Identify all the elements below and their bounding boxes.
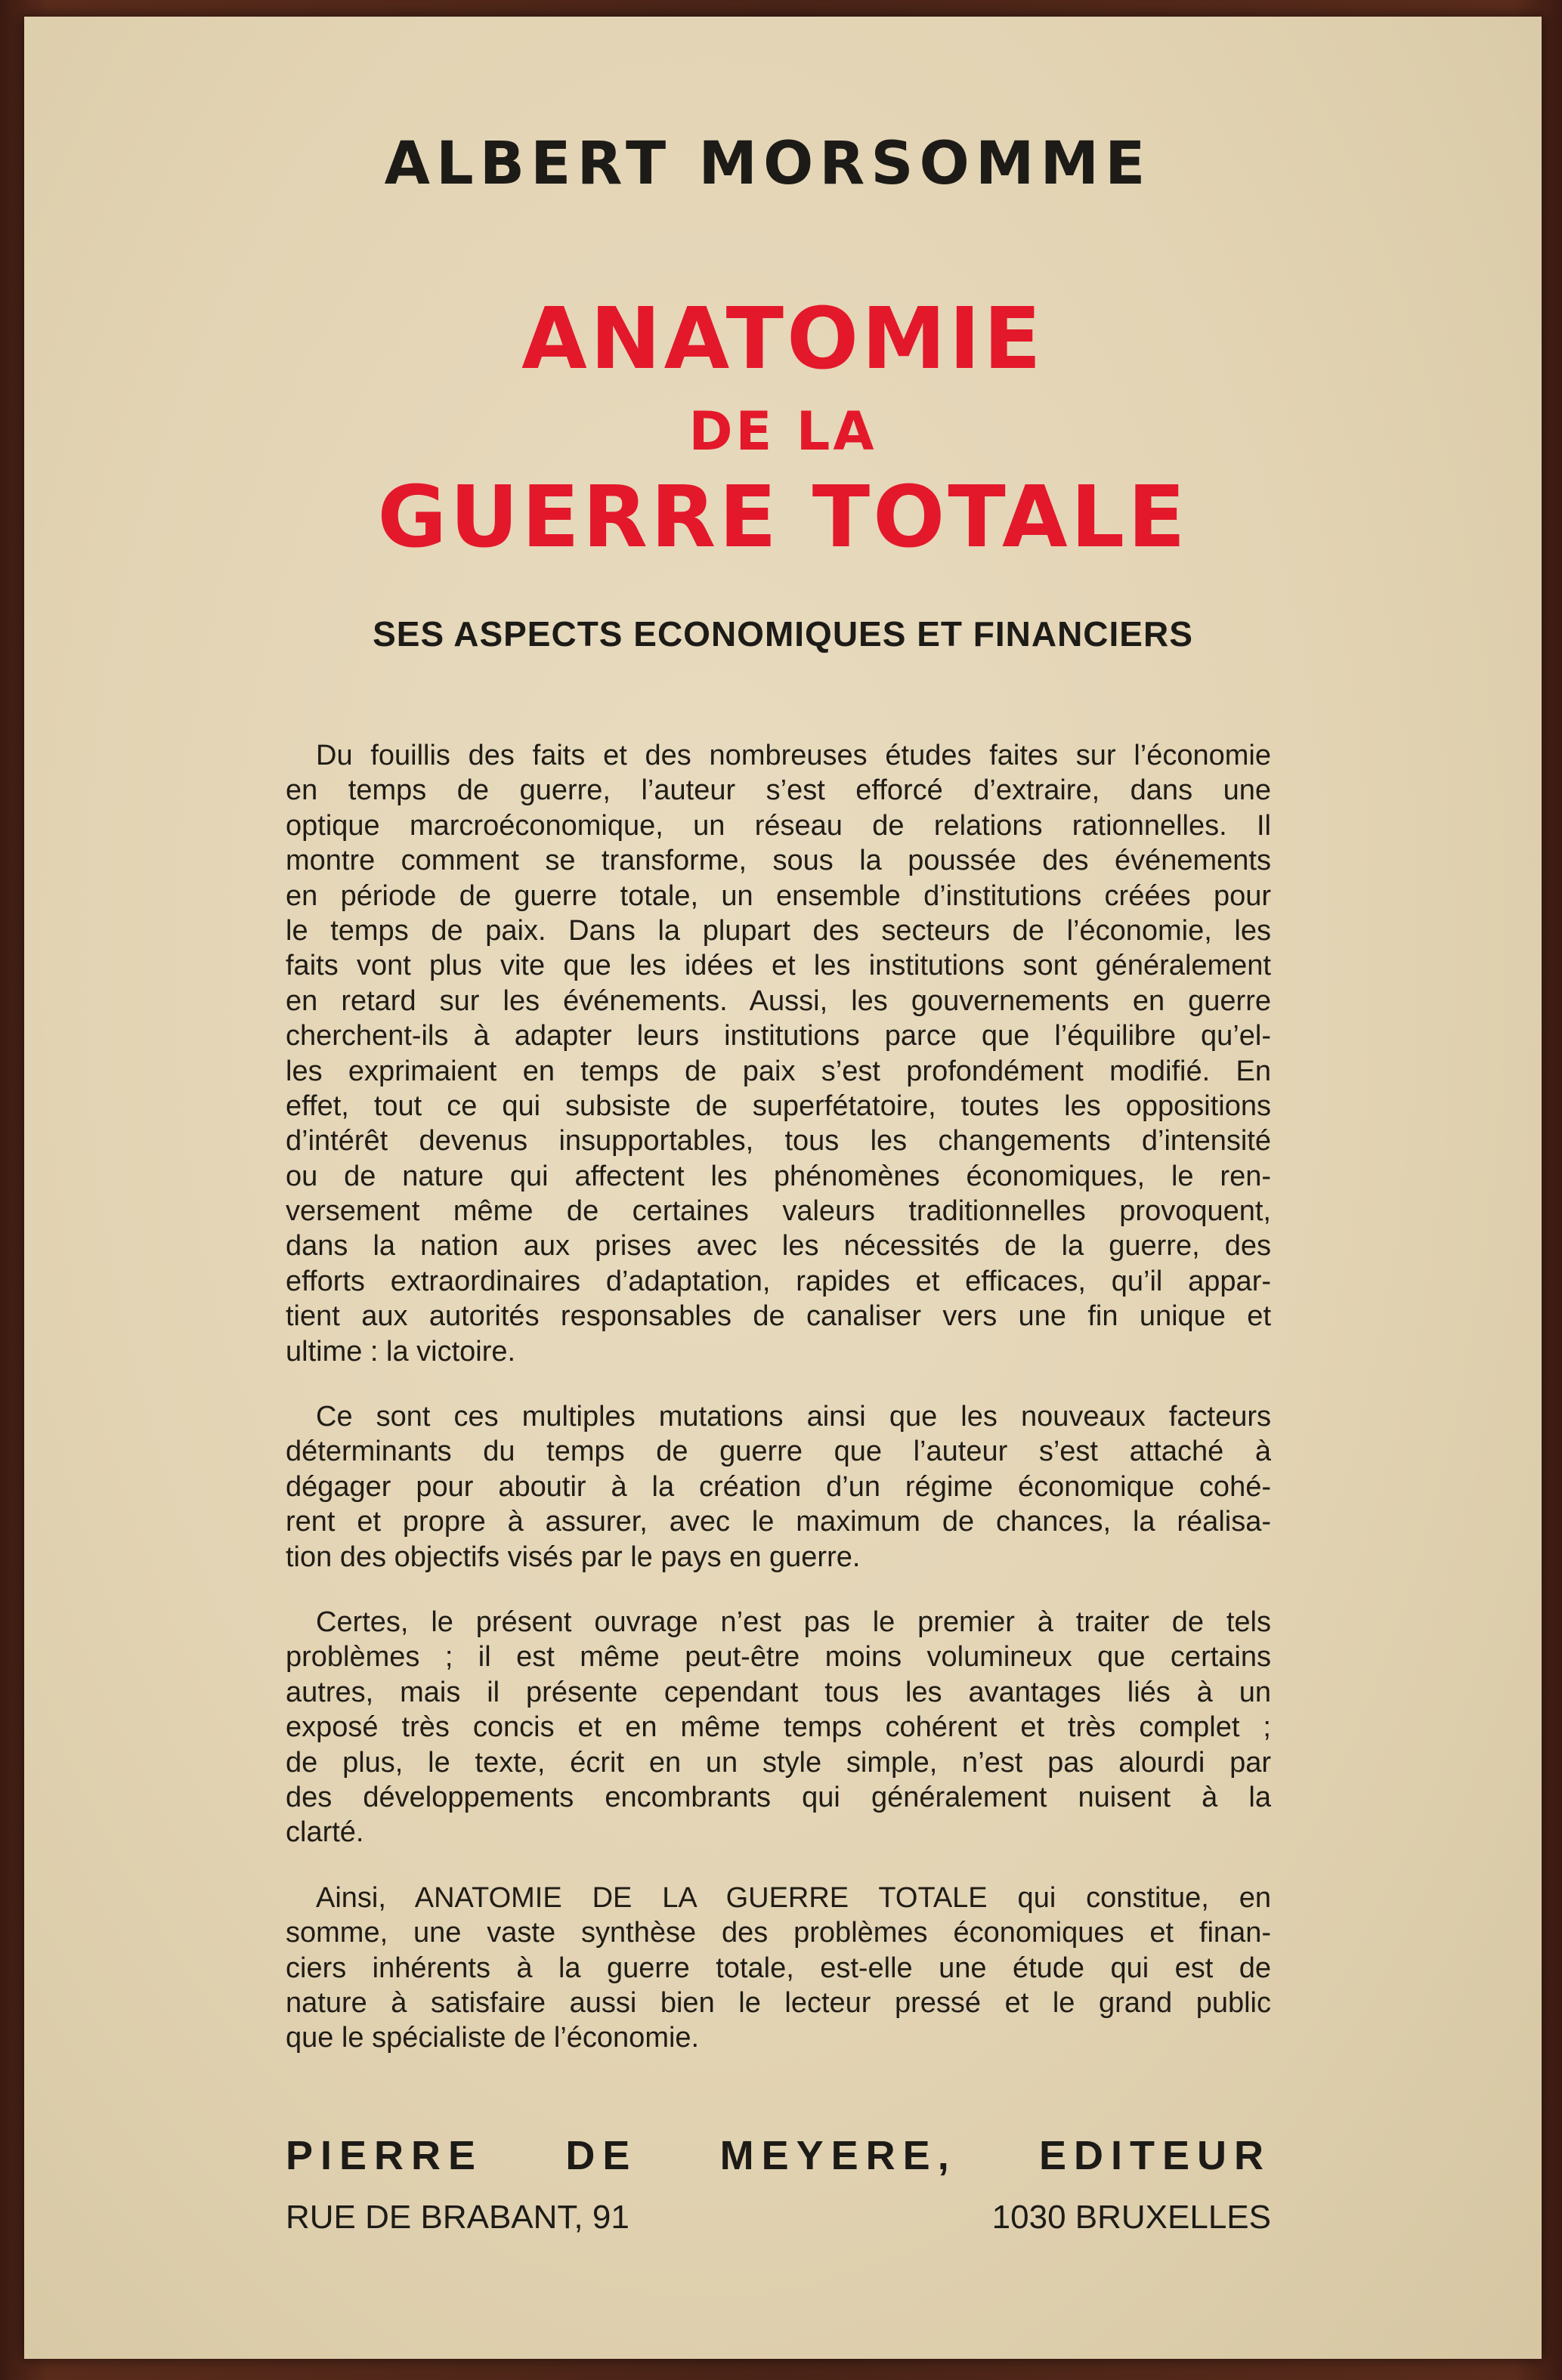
text-line: exposé très concis et en même temps cohérent et très complet ; <box>286 1711 1271 1744</box>
text-line: Ainsi, ANATOMIE DE LA GUERRE TOTALE qui constitue, en <box>316 1881 1271 1914</box>
publisher-name: PIERRE DE MEYERE, EDITEUR <box>286 2133 1271 2178</box>
publisher-city: 1030 BRUXELLES <box>991 2199 1271 2236</box>
subtitle: SES ASPECTS ECONOMIQUES ET FINANCIERS <box>373 614 1193 654</box>
author-name: ALBERT MORSOMME <box>384 130 1152 198</box>
blurb-paragraph <box>286 1399 1271 1575</box>
text-line: optique marcroéconomique, un réseau de relations rationnelles. Il <box>286 809 1271 842</box>
blurb-paragraph <box>286 1881 1271 2056</box>
text-line: en temps de guerre, l’auteur s’est efforcé d’extraire, dans une <box>286 774 1271 807</box>
blurb-text <box>286 738 1271 2086</box>
text-line: d’intérêt devenus insupportables, tous les changements d’intensité <box>286 1125 1271 1158</box>
text-line: efforts extraordinaires d’adaptation, rapides et efficaces, qu’il appar- <box>286 1265 1271 1297</box>
text-line: Du fouillis des faits et des nombreuses études faites sur l’économie <box>316 740 1271 771</box>
text-line: ciers inhérents à la guerre totale, est-elle une étude qui est de <box>286 1952 1271 1984</box>
text-line: ou de nature qui affectent les phénomènes économiques, le ren- <box>286 1160 1271 1192</box>
text-line: que le spécialiste de l’économie. <box>286 2022 700 2054</box>
title-line-3: GUERRE TOTALE <box>377 468 1189 567</box>
text-line: en retard sur les événements. Aussi, les gouvernements en guerre <box>286 984 1271 1017</box>
text-line: montre comment se transforme, sous la poussée des événements <box>286 845 1271 877</box>
publisher-street: RUE DE BRABANT, 91 <box>286 2199 629 2236</box>
text-line: des développements encombrants qui généralement nuisent à la <box>286 1781 1271 1813</box>
text-line: faits vont plus vite que les idées et les institutions sont généralement <box>286 950 1271 982</box>
text-line: dégager pour aboutir à la création d’un régime économique cohé- <box>286 1470 1271 1503</box>
text-line: tion des objectifs visés par le pays en guerre. <box>286 1541 861 1573</box>
text-line: ultime : la victoire. <box>286 1335 516 1368</box>
text-line: les exprimaient en temps de paix s’est profondément modifié. En <box>286 1055 1271 1087</box>
text-line: cherchent-ils à adapter leurs institutions parce que l’équilibre qu’el- <box>286 1020 1271 1052</box>
text-line: rent et propre à assurer, avec le maximum de chances, la réalisa- <box>286 1506 1271 1538</box>
text-line: problèmes ; il est même peut-être moins volumineux que certains <box>286 1641 1271 1674</box>
text-line: somme, une vaste synthèse des problèmes économiques et finan- <box>286 1917 1271 1949</box>
blurb-paragraph <box>286 738 1271 1369</box>
title-line-2: DE LA <box>688 400 877 462</box>
book-back-cover <box>24 17 1542 2359</box>
text-line: en période de guerre totale, un ensemble d’institutions créées pour <box>286 879 1271 912</box>
text-line: effet, tout ce qui subsiste de superfétatoire, toutes les oppositions <box>286 1090 1271 1122</box>
publisher-address <box>286 2199 1271 2236</box>
text-line: tient aux autorités responsables de canaliser vers une fin unique et <box>286 1300 1271 1333</box>
text-line: dans la nation aux prises avec les nécessités de la guerre, des <box>286 1230 1271 1263</box>
text-line: nature à satisfaire aussi bien le lecteur pressé et le grand public <box>286 1986 1271 2019</box>
text-line: Certes, le présent ouvrage n’est pas le premier à traiter de tels <box>316 1606 1271 1638</box>
text-line: clarté. <box>286 1816 364 1849</box>
blurb-paragraph <box>286 1605 1271 1850</box>
title-line-1: ANATOMIE <box>521 290 1044 388</box>
text-line: Ce sont ces multiples mutations ainsi que les nouveaux facteurs <box>316 1401 1271 1433</box>
text-line: le temps de paix. Dans la plupart des secteurs de l’économie, les <box>286 914 1271 947</box>
text-line: autres, mais il présente cependant tous les avantages liés à un <box>286 1676 1271 1708</box>
text-line: versement même de certaines valeurs traditionnelles provoquent, <box>286 1195 1271 1228</box>
text-line: de plus, le texte, écrit en un style simple, n’est pas alourdi par <box>286 1746 1271 1779</box>
text-line: déterminants du temps de guerre que l’auteur s’est attaché à <box>286 1436 1271 1468</box>
